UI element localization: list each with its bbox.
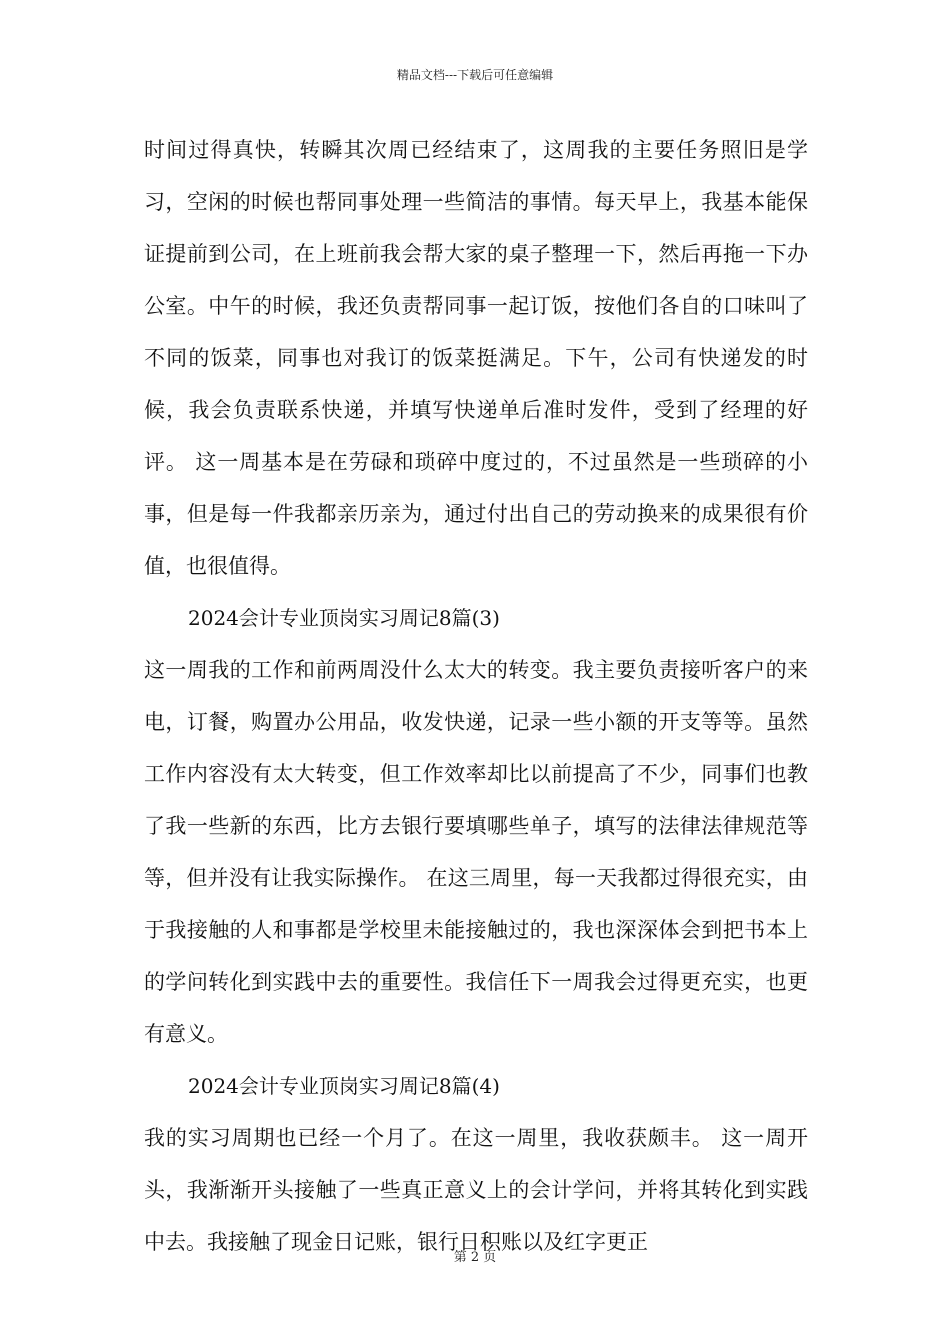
page-header: 精品文档---下载后可任意编辑 bbox=[396, 68, 554, 82]
paragraph-week3: 这一周我的工作和前两周没什么太大的转变。我主要负责接听客户的来电，订餐，购置办公用品，收发快递，记录一些小额的开支等等。虽然工作内容没有太大转变，但工作效率却比以前提高了不少，同事们也教了我一些新的东西，比方去银行要填哪些单子，填写的法律法律规范等等，但并没有让我实际操作。 在这三周里，每一天我都过得很充实，由于我接触的人和事都是学校里未能接触过的，我也深深体会到把书本上的学问转化到实践中去的重要性。我信任下一周我会过得更充实，也更有意义。 bbox=[144, 658, 808, 1046]
paragraph-week2: 时间过得真快，转瞬其次周已经结束了，这周我的主要任务照旧是学习，空闲的时候也帮同事处理一些简洁的事情。每天早上，我基本能保证提前到公司，在上班前我会帮大家的桌子整理一下，然后再拖一下办公室。中午的时候，我还负责帮同事一起订饭，按他们各自的口味叫了不同的饭菜，同事也对我订的饭菜挺满足。下午，公司有快递发的时候，我会负责联系快递，并填写快递单后准时发件，受到了经理的好评。 这一周基本是在劳碌和琐碎中度过的，不过虽然是一些琐碎的小事，但是每一件我都亲历亲为，通过付出自己的劳动换来的成果很有价值，也很值得。 bbox=[144, 138, 808, 578]
section-heading-4: 2024会计专业顶岗实习周记8篇(4) bbox=[188, 1074, 500, 1098]
section-heading-3: 2024会计专业顶岗实习周记8篇(3) bbox=[188, 606, 500, 630]
paragraph-week4: 我的实习周期也已经一个月了。在这一周里，我收获颇丰。 这一周开头，我渐渐开头接触了一些真正意义上的会计学问，并将其转化到实践中去。我接触了现金日记账，银行日积账以及红字更正 bbox=[144, 1126, 808, 1254]
document-body bbox=[144, 124, 808, 1268]
page-number: 第 2 页 bbox=[453, 1250, 497, 1265]
